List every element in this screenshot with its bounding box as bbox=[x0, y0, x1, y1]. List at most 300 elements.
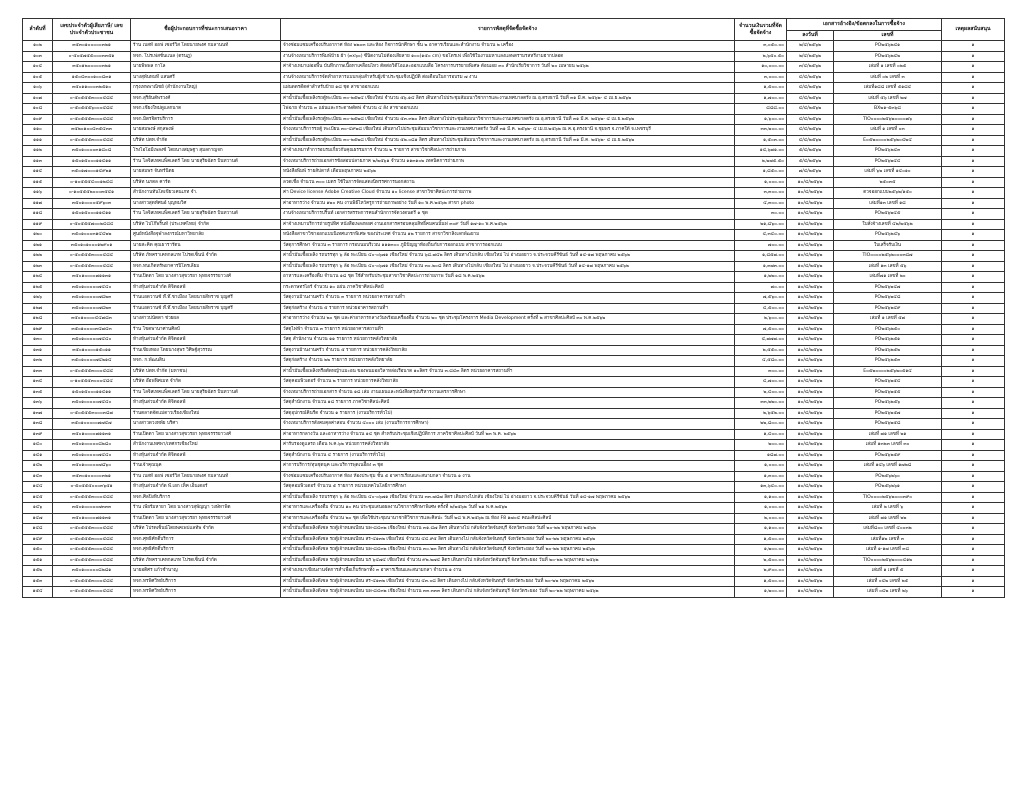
doc-number: PO๒๕๖๒๔๙ bbox=[834, 303, 942, 314]
table-row bbox=[23, 408, 1005, 419]
row-number: ๑๒๙ bbox=[23, 324, 53, 335]
doc-number: PO๒๕๖๒๕๘ bbox=[834, 419, 942, 430]
table-row bbox=[23, 440, 1005, 451]
doc-number: เล่มที่ ๐๔๒ เลขที่ ๒๖ bbox=[834, 587, 942, 598]
tax-id: ๓๕๓๐๑๐๐๐๐๐๓๒๑ bbox=[53, 471, 131, 482]
doc-date: ๑๐/๔/๒๕๖๒ bbox=[787, 240, 834, 251]
vendor-name: หจก.ทรพิศวิทย์บริการ bbox=[131, 587, 281, 598]
table-row bbox=[23, 345, 1005, 356]
reason-code: ๑ bbox=[942, 167, 1005, 178]
doc-date: ๑๐/๔/๒๕๖๒ bbox=[787, 272, 834, 283]
item-description: งานจ้างเหมาบริการพิมพ์ป้าย ผ้า (๓x๖๐) ซีนิดงานไม่ต้องเสียลาย ๑๐๐(๑๕๐ cm) ขอโตรเฟ เพื่อใช้ในงานมหาแลงแลพตรฯมรสหรีงามฮากปลอด bbox=[281, 51, 735, 62]
tax-id: ๐-๕๐๕๕๕๖๐๐๐๔๘๔ bbox=[53, 104, 131, 115]
reason-code: ๑ bbox=[942, 429, 1005, 440]
item-description: ค่าอาหารว่าง จำนวน ๑๒๐ คน งานพิธีไหว้ครูการถ่ายภาพอย่าง วันที่ ๑๐ พ.ค.๒๕๖๒ สาขา photo bbox=[281, 198, 735, 209]
item-description: ค่าอาหารว่าง จำนวน ๒๐ ชุด และค่าอาหารกลางวันพร้อมเครื่องดื่ม จำนวน ๒๐ ชุด ประชุมโครงการ Media Development ครั้งที่ ๒ สาขาศิลปะศิลป์ ๓๐ พ.ค.๒๕๖๒ bbox=[281, 314, 735, 325]
doc-number: PO๒๕๖๒๔๖ bbox=[834, 230, 942, 241]
amount: ๑,๘๕๐.๐๐ bbox=[735, 167, 787, 178]
doc-number: ตวจออกแบบ๒๕๖๒/๑๕๐ bbox=[834, 188, 942, 199]
reason-code: ๑ bbox=[942, 230, 1005, 241]
doc-number: เล่มที่ ๕๖ เลขที่ ๒๗ bbox=[834, 93, 942, 104]
doc-number: เล่มที่ ๑๓๒๓ เลขที่ ๓๐ bbox=[834, 440, 942, 451]
doc-number: ใบสั่งจ้างเลขที่ ๔๒/๒๕๖๒ bbox=[834, 219, 942, 230]
row-number: ๑๔๘ bbox=[23, 524, 53, 535]
table-row bbox=[23, 461, 1005, 472]
reason-code: ๑ bbox=[942, 345, 1005, 356]
reason-code: ๑ bbox=[942, 513, 1005, 524]
amount: ๑,๘๕๗.๐๐ bbox=[735, 251, 787, 262]
tax-id: ๓๕๐๑๐๐๐๐๕๙๖๐๓ bbox=[53, 198, 131, 209]
tax-id: ๓๕๐๑๐๐๐๐๓๔๗๔๓ bbox=[53, 324, 131, 335]
row-number: ๑๓๘ bbox=[23, 419, 53, 430]
vendor-name: ห้างหุ้นส่วนจำกัด ดิจิตอลฟ์ bbox=[131, 398, 281, 409]
tax-id: ๓๕๐๑๐๐๐๐๐๗๘๒๓ bbox=[53, 293, 131, 304]
item-description: งานจ้างเหมาบริการปริ้นท์ เอกสารสรรพการคนสำนักการจัดวงดนตรี ๑ ชุด bbox=[281, 209, 735, 220]
vendor-name: นายสมพงษ์ สกุลพงษ์ bbox=[131, 125, 281, 136]
doc-date: ๔/๔/๒๕๖๒ bbox=[787, 135, 834, 146]
tax-id: ๓๕๐๑๐๑๐๐๐๑๒๙๐๑ bbox=[53, 240, 131, 251]
amount: ๑,๒๐๐.๐๐ bbox=[735, 545, 787, 556]
doc-number: เล่มที่ ๑๔๖ เลขที่ ๑๗๒๘ bbox=[834, 461, 942, 472]
table-row bbox=[23, 450, 1005, 461]
table-row bbox=[23, 524, 1005, 535]
doc-date: ๑๐/๔/๒๕๖๒ bbox=[787, 345, 834, 356]
vendor-name: หจก.มิตรจิตรบริการ bbox=[131, 114, 281, 125]
doc-number: PO๒๕๖๒๕๗ bbox=[834, 408, 942, 419]
vendor-name: ร้านเจ้าคุณนุค bbox=[131, 461, 281, 472]
table-row bbox=[23, 230, 1005, 241]
doc-number: PO๒๕๖๒๔๘ bbox=[834, 293, 942, 304]
table-row bbox=[23, 177, 1005, 188]
table-row bbox=[23, 324, 1005, 335]
header-amount: จำนวนเงินรวมที่จัดซื้อจัดจ้าง bbox=[735, 19, 787, 41]
doc-date: ๑๐/๔/๒๕๖๒ bbox=[787, 492, 834, 503]
tax-id: ๐-๑๐๕๕๕๓๐๐๐๔๘๔ bbox=[53, 377, 131, 388]
amount: ๑,๑๐๐.๐๐ bbox=[735, 524, 787, 535]
doc-number: E๐๕๒๐๐๐๐๒๕๖๒๐๕๑๔ bbox=[834, 366, 942, 377]
doc-number: เล่มที่๑๓ เลขที่ ๑๘ bbox=[834, 198, 942, 209]
tax-id: ๐-๕๐๕๕๕๓๐๐๐๔๘๔ bbox=[53, 587, 131, 598]
reason-code: ๑ bbox=[942, 503, 1005, 514]
tax-id: ๓๕๐๑๐๐๐๐๐๗๔๔๐ bbox=[53, 282, 131, 293]
table-row bbox=[23, 429, 1005, 440]
doc-date: ๑๐/๔/๒๕๖๒ bbox=[787, 534, 834, 545]
doc-date: ๑๐/๔/๒๕๖๒ bbox=[787, 503, 834, 514]
vendor-name: ร้าน เบสท์ ออฟ เซอร์วิส โดยนายพงศ กมลานนท์ bbox=[131, 471, 281, 482]
tax-id: ๓๕๐๑๗๐๐๐๑๔๙๒๑ bbox=[53, 167, 131, 178]
table-row bbox=[23, 93, 1005, 104]
reason-code: ๑ bbox=[942, 198, 1005, 209]
item-description: ค่าน้ำมันเชื้อเพลิงรถตู้ทะเบียน ๓๐-๒๕๒๘ เชียงใหม่ จำนวน ๕๒.๐๘๑ ลิตร เดินทางไปประชุมสัมมนาวิชาการและงานเทศบาลตรัง ณ อุ.ตรงธานี วันที่ ๓๑ มี.ค. ๒๕๖๒- ๔ เม.ย.๒๕๖๒ bbox=[281, 135, 735, 146]
doc-number: E๐๕๒๐๐๐๐๒๕๖๒๐๔๒๔ bbox=[834, 135, 942, 146]
reason-code: ๑ bbox=[942, 419, 1005, 430]
amount: ๑,๕๐๐.๐๐ bbox=[735, 534, 787, 545]
row-number: ๑๐๔ bbox=[23, 62, 53, 73]
amount: ๒,๖๕๐.๕๐ bbox=[735, 51, 787, 62]
amount: ๑๐,๐๐๐.๐๐ bbox=[735, 62, 787, 73]
reason-code: ๑ bbox=[942, 93, 1005, 104]
vendor-name: ร้านตลาดจัดแม่ดาวเรียงเชียงใหม่ bbox=[131, 408, 281, 419]
tax-id: ๓๕๐๑๐๐๐๐๐๗๗๔๗ bbox=[53, 419, 131, 430]
doc-number: เล่มที่ ๒ เลขที่ ๖ bbox=[834, 503, 942, 514]
doc-date: ๑๐/๔/๒๕๖๒ bbox=[787, 429, 834, 440]
header-vendor: ชื่อผู้ประกอบการที่ชนะการเสนอราคา bbox=[131, 19, 281, 41]
vendor-name: นางสุพันหมที แสนศรี bbox=[131, 72, 281, 83]
doc-number: PO๒๕๖๒๔๓ bbox=[834, 146, 942, 157]
doc-date: ๑๐/๔/๒๕๖๒ bbox=[787, 398, 834, 409]
amount: ๑๘๗.๐๐ bbox=[735, 450, 787, 461]
amount: ๒,๐๐๐.๐๐ bbox=[735, 513, 787, 524]
tax-id: ๓๕๐๑๐๐๐๐๐๗๔๔๐ bbox=[53, 450, 131, 461]
table-row bbox=[23, 356, 1005, 367]
table-row bbox=[23, 555, 1005, 566]
vendor-name: นายพิพพล กาโล bbox=[131, 62, 281, 73]
doc-number: TIO๐๐๐๐๒๕๖๒๐๐๐๓๘๗ bbox=[834, 251, 942, 262]
amount: ๔,๕๘๐.๐๐ bbox=[735, 356, 787, 367]
doc-number: เล่มที่ ๑ เลขที่ ๐๓ bbox=[834, 125, 942, 136]
item-description: ค่าน้ำมันเชื้อเพลิงรถตู้ทะเบียน ๓๐-๒๕๒๘ เชียงใหม่ จำนวน ๕๓.๓๒๐ ลิตร เดินทางไปประชุมสัมมนาวิชาการและงานเทศบาลตรัง ณ อุ.ตรงธานี วันที่ ๓๑ มี.ค. ๒๕๖๒- ๔ เม.ย.๒๕๖๒ bbox=[281, 114, 735, 125]
doc-number: เล่มที่ ๐๒ เลขที่ ๓ bbox=[834, 72, 942, 83]
doc-date: ๑๐/๔/๒๕๖๒ bbox=[787, 366, 834, 377]
item-description: วัสดุก่อสร้าง จำนวน ๒๒ รายการ หน่วยการคลังวิทยาลัย bbox=[281, 356, 735, 367]
reason-code: ๑ bbox=[942, 219, 1005, 230]
doc-date: ๑๐/๔/๒๕๖๒ bbox=[787, 440, 834, 451]
vendor-name: นายสมพร จันทร์นิตย bbox=[131, 167, 281, 178]
item-description: ค่าน้ำมันเชื้อเพลิง รถบรรทุก ๖ ล้อ ทะเบียน ๔๐-๐๖๗๑ เชียงใหม่ จำนวน ๓๐.๒๐๘ ลิตร เดินทางไปกลับ เชียงใหม่ ไป อ่างมอยาว จ.ประจวบคีรีขันธ์ วันที่ ๑๔-๑๗ พฤษภาคม ๒๕๖๒ bbox=[281, 261, 735, 272]
table-row bbox=[23, 492, 1005, 503]
row-number: ๑๒๗ bbox=[23, 303, 53, 314]
doc-number: PO๒๕๖๒๖๐ bbox=[834, 471, 942, 482]
doc-date: ๔/๔/๒๕๖๒ bbox=[787, 104, 834, 115]
doc-date: ๑๐/๔/๒๕๖๒ bbox=[787, 314, 834, 325]
doc-number: PO๒๕๖๒๔๗ bbox=[834, 282, 942, 293]
table-row bbox=[23, 293, 1005, 304]
item-description: ค่าจ้างเหมาเขียนงานจัดการสำเพื่อเก็บรักษาทั้ง ๓ อาคารเรียนและสนามกลา จำนวน ๑ งาน bbox=[281, 566, 735, 577]
vendor-name: สำนักงานเทศพา/เทศกรเชียงใหม่ bbox=[131, 440, 281, 451]
reason-code: ๑ bbox=[942, 576, 1005, 587]
row-number: ๑๔๓ bbox=[23, 471, 53, 482]
tax-id: ๓๕๒๐๑๐๐๔๓๕๔๓๓ bbox=[53, 125, 131, 136]
vendor-name: ห้างหุ้นส่วนจำกัด ดิจิตอลฟ์ bbox=[131, 282, 281, 293]
vendor-name: ร้านเปิดตา โดย นางสาวสุขวรยา พุทธจรรรยาวงศ์ bbox=[131, 272, 281, 283]
doc-date: ๗/๔/๒๕๖๒ bbox=[787, 167, 834, 178]
doc-date: ๑๐/๔/๒๕๖๒ bbox=[787, 230, 834, 241]
doc-number: เล่มที่ ๑ เลขที่ ๕ bbox=[834, 566, 942, 577]
item-description: ค่า Device license Adobe Creative Cloud จำนวน ๑๐ license สาขาวิชาศิลปะการถ่ายภาพ bbox=[281, 188, 735, 199]
header-item: รายการพัสดุที่จัดซื้อจัดจ้าง bbox=[281, 19, 735, 41]
row-number: ๑๑๖ bbox=[23, 188, 53, 199]
reason-code: ๑ bbox=[942, 62, 1005, 73]
row-number: ๑๓๔ bbox=[23, 377, 53, 388]
vendor-name: หจก.ศิลปิงทิบริการ bbox=[131, 492, 281, 503]
vendor-name: หจก. โปรเฟสชั่นแนล (ตรนฎ) bbox=[131, 51, 281, 62]
reason-code: ๑ bbox=[942, 261, 1005, 272]
reason-code: ๑ bbox=[942, 335, 1005, 346]
doc-number: PO๒๕๖๒๕๒ bbox=[834, 345, 942, 356]
table-row bbox=[23, 209, 1005, 220]
vendor-name: หจก.สุริยันต์พรวงศ์ bbox=[131, 93, 281, 104]
row-number: ๑๓๕ bbox=[23, 387, 53, 398]
row-number: ๑๑๕ bbox=[23, 177, 53, 188]
reason-code: ๑ bbox=[942, 104, 1005, 115]
reason-code: ๑ bbox=[942, 156, 1005, 167]
row-number: ๑๒๓ bbox=[23, 261, 53, 272]
item-description: วัสดุคอมพิวเตอร์ จำนวน ๕ รายการ หน่วยเทคโนโลยีการศึกษา bbox=[281, 482, 735, 493]
doc-number: เล่มที่ ๖๒ เลขที่ ๑๔๐๑๐ bbox=[834, 167, 942, 178]
vendor-name: บริษัท ไปโก๊พริ้นท์ (ประเทศไทย) จำกัด bbox=[131, 219, 281, 230]
reason-code: ๑ bbox=[942, 240, 1005, 251]
vendor-name: บริษัท นภดล คาร์ด bbox=[131, 177, 281, 188]
item-description: วัสดุการศึกษา จำนวน ๓ รายการ กรอบนมบริเวณ ๑๑๑๓๐๐ ภูมิปัญญาท้องถิ่นกับการออกแบบ สาขาการออกแบบ bbox=[281, 240, 735, 251]
vendor-name: ร้าน โลจิสเทคแพ็คเลตร์ โดย นายสุริยฉัตร บินทวานต์ bbox=[131, 156, 281, 167]
tax-id: ๐-๕๐๕๕๕๓๐๐๐๔๘๔ bbox=[53, 524, 131, 535]
reason-code: ๑ bbox=[942, 125, 1005, 136]
item-description: ค่าอาหารและเครื่องดื่ม จำนวน ๒๐ ชุด เพื่อใช้ประชุมนานาชาติวิชาการและศิลปะ วันที่ ๒๘ พ.ค.๒๕๖๒ ณ ห้อง F8 ๑๗๐๔ คณะศิลปะศิลป์ bbox=[281, 513, 735, 524]
tax-id: ๓๕๐๑๐๐๐๐๗๑๑๓๑ bbox=[53, 429, 131, 440]
doc-date: ๑๐/๔/๒๕๖๒ bbox=[787, 566, 834, 577]
doc-date: ๑๐/๔/๒๕๖๒ bbox=[787, 335, 834, 346]
table-row bbox=[23, 314, 1005, 325]
row-number: ๑๔๑ bbox=[23, 450, 53, 461]
table-row bbox=[23, 146, 1005, 157]
tax-id: ๓๕๐๑๐๐๐๐๐๗๔๔๐ bbox=[53, 335, 131, 346]
table-row bbox=[23, 104, 1005, 115]
table-row bbox=[23, 503, 1005, 514]
vendor-name: ร้านเขียงทอง โดยนางสุพร วิศิษฐ์สุวรรณ bbox=[131, 345, 281, 356]
doc-number: PO๒๕๖๒๕๓ bbox=[834, 356, 942, 367]
table-row bbox=[23, 387, 1005, 398]
tax-id: ๐-๕๐๕๗๕๕๐๐๐๓๓๕๑ bbox=[53, 51, 131, 62]
doc-date: ๑๐/๔/๒๕๖๒ bbox=[787, 545, 834, 556]
vendor-name: หจก.ทนเกิดทรัพยาคารปิโตรเลียม bbox=[131, 261, 281, 272]
amount: ๗,๕๖๐.๐๐ bbox=[735, 293, 787, 304]
doc-number: PO๒๕๖๒๖๑ bbox=[834, 482, 942, 493]
doc-date: ๕/๔/๒๕๖๒ bbox=[787, 146, 834, 157]
procurement-report bbox=[22, 18, 1004, 598]
item-description: ค่าน้ำมันเชื้อเพลิงดีเซล รถตู้เจ้าหมดเบียน นพ-๘๔๓๒ เชียงใหม่ จำนวน ๓๐.๒๓ ลิตร เดินทางไป กลับจังหวัดจันทบุรี จังหวัดระยอง วันที่ ๒๐-๒๒ พฤษภาคม ๒๕๖๒ bbox=[281, 545, 735, 556]
amount: ๔,๕๐๐.๐๐ bbox=[735, 303, 787, 314]
row-number: ๑๐๙ bbox=[23, 114, 53, 125]
item-description: ค่าน้ำมันเชื้อเพลิงดีเซล รถตู้เจ้าหมดเบียน สร-๔๑๓๒ เชียงใหม่ จำนวน ๔๔.๙๕ ลิตร เดินทางไป กลับจังหวัดจันทบุรี จังหวัดระยอง วันที่ ๒๐-๒๒ พฤษภาคม ๒๕๖๒ bbox=[281, 534, 735, 545]
tax-id: ๐-๕๐๕๕๕๓๐๐๐๓๘๗ bbox=[53, 408, 131, 419]
doc-number: เล่มที่ ๑ เลขที่ ๐๒๕ bbox=[834, 62, 942, 73]
row-number: ๑๓๖ bbox=[23, 398, 53, 409]
vendor-name: บริษัท ปตท.จำกัด bbox=[131, 135, 281, 146]
reason-code: ๑ bbox=[942, 450, 1005, 461]
item-description: กระดาษทรไอร์ จำนวน ๑๐ แผ่น ภาควิชาศิลปะศิลป์ bbox=[281, 282, 735, 293]
reason-code: ๑ bbox=[942, 188, 1005, 199]
reason-code: ๑ bbox=[942, 461, 1005, 472]
row-number: ๑๓๑ bbox=[23, 345, 53, 356]
row-number: ๑๔๒ bbox=[23, 461, 53, 472]
row-number: ๑๓๗ bbox=[23, 408, 53, 419]
doc-number: เล่มที่๑๒ เลขที่ ๓ bbox=[834, 534, 942, 545]
row-number: ๑๔๔ bbox=[23, 482, 53, 493]
amount: ๑๔,๖๗๑.๐๐ bbox=[735, 146, 787, 157]
reason-code: ๑ bbox=[942, 135, 1005, 146]
tax-id: ๐-๕๐๕๕๕๓๐๐๐๔๘๔ bbox=[53, 366, 131, 377]
item-description: ค่าน้ำมันเชื้อเพลิงดีเซล รถตู้เจ้าหมดเบียน นร ๖๔๗๔ เชียงใหม่ จำนวน ๙๒.๒๗๔ ลิตร เดินทางไป กลับจังหวัดจันทบุรี จังหวัดระยอง วันที่ ๒๐-๒๒ พฤษภาคม ๒๕๖๒ bbox=[281, 555, 735, 566]
amount: ๒,๖๕๒.๐๐ bbox=[735, 408, 787, 419]
amount: ๒๒,๘๐๐.๐๐ bbox=[735, 419, 787, 430]
amount: ๑,๑๐๐.๐๐ bbox=[735, 492, 787, 503]
doc-date: ๑๐/๔/๒๕๖๒ bbox=[787, 209, 834, 220]
reason-code: ๑ bbox=[942, 51, 1005, 62]
item-description: จ้างเหมาบริการรถตู้ ทะเบียน ๓๐-๔๙๒๘ เชียงใหม่ เดินทางไปประชุมสัมมนาวิชาการและงานเทศบาลตรัง วันที่ ๓๑ มี.ค. ๒๕๖๒- ๔ เม.ย.๒๕๖๒ ณ ค.อุ.ตรงธานี จ.ชุมพร จ.ภาคใต้ จ.เพชรบุรี bbox=[281, 125, 735, 136]
item-description: ค่าน้ำมันเชื้อเพลิงดีเซล รถตู้เจ้าหมดเบียน สร-๔๑๓๒ เชียงใหม่ จำนวน ๔๓.๐๘ ลิตร เดินทางไป กลับจังหวัดจันทบุรี จังหวัดระยอง วันที่ ๒๐-๒๒ พฤษภาคม ๒๕๖๒ bbox=[281, 576, 735, 587]
item-description: ค่าน้ำมันเชื้อเพลิงดีเซล รถตู้เจ้าหมดเบียน นพ-๘๔๓๒ เชียงใหม่ จำนวน ๓๓.๓๓๓ ลิตร เดินทางไป กลับจังหวัดจันทบุรี จังหวัดระยอง วันที่ ๒๐-๒๒ พฤษภาคม ๒๕๖๒ bbox=[281, 587, 735, 598]
row-number: ๑๒๔ bbox=[23, 272, 53, 283]
row-number: ๑๑๙ bbox=[23, 219, 53, 230]
doc-date: ๑๐/๔/๒๕๖๒ bbox=[787, 219, 834, 230]
table-row bbox=[23, 513, 1005, 524]
table-row bbox=[23, 240, 1005, 251]
reason-code: ๑ bbox=[942, 41, 1005, 52]
amount: ๓๐.๐๐ bbox=[735, 209, 787, 220]
doc-date: ๑๐/๔/๒๕๖๒ bbox=[787, 198, 834, 209]
doc-date: ๔/๔/๒๕๖๒ bbox=[787, 125, 834, 136]
doc-date: ๑๐/๔/๒๕๖๒ bbox=[787, 524, 834, 535]
item-description: หนังสือสาขาวิชาออกแบบนิเทศแกรกพิเศษ ของประเทศ จำนวน ๑๒ รายการ สาขาวิชาสิงเลกพัฒยาม bbox=[281, 230, 735, 241]
reason-code: ๑ bbox=[942, 366, 1005, 377]
vendor-name: นางสาวดวงทพัย บริศา bbox=[131, 419, 281, 430]
amount: ๔,๓๔๐.๐๐ bbox=[735, 230, 787, 241]
doc-number: TIO๐๐๐๐๒๕๖๒๐๐๐๔๑๒ bbox=[834, 555, 942, 566]
reason-code: ๑ bbox=[942, 566, 1005, 577]
item-description: ลวดเชื่อ จำนวน ๓๐๐ เมตร ใช้ในการจัดแสดงนิทรรศการนอกสถาน bbox=[281, 177, 735, 188]
row-number: ๑๐๕ bbox=[23, 72, 53, 83]
item-description: ค่าจ้างเหมาทำการอบรมเกี่ยวกับคุณธรรมการ จำนวน ๒ รายการ สาขาวิชาศิลปะการถ่ายภาพ bbox=[281, 146, 735, 157]
row-number: ๑๒๐ bbox=[23, 230, 53, 241]
vendor-name: หจก.ศุทธิศักดิ์บริการ bbox=[131, 545, 281, 556]
amount: ๓,๐๕๐.๐๐ bbox=[735, 41, 787, 52]
doc-date: ๑๐/๔/๒๕๖๒ bbox=[787, 356, 834, 367]
doc-date: ๑๐/๔/๒๕๖๒ bbox=[787, 188, 834, 199]
procurement-table bbox=[22, 18, 1005, 598]
tax-id: ๓๕๐๑๐๐๐๐๗๔๒๑๔ bbox=[53, 356, 131, 367]
header-reason: เหตุผลสนับสนุน bbox=[942, 19, 1005, 41]
row-number: ๑๐๖ bbox=[23, 83, 53, 94]
amount: ๒,๒๗๕.๕๐ bbox=[735, 156, 787, 167]
item-description: ค่าการบริการ/ทุนชุดนุค และบริการพุดเนอื้อง ๓ ชุด bbox=[281, 461, 735, 472]
tax-id: ๐-๕๐๕๕๕๗๐๐๒๔๘๔ bbox=[53, 219, 131, 230]
reason-code: ๑ bbox=[942, 524, 1005, 535]
table-row bbox=[23, 156, 1005, 167]
row-number: ๑๑๑ bbox=[23, 135, 53, 146]
doc-number: เล่มที่ ๗๑ เลขที่ ๒๑ bbox=[834, 429, 942, 440]
doc-date: ๑๐/๔/๒๕๖๒ bbox=[787, 576, 834, 587]
vendor-name: หจก.เชียงใหม่ดูแลกนาด bbox=[131, 104, 281, 115]
doc-date: ๔/๔/๒๕๖๒ bbox=[787, 72, 834, 83]
doc-number: PO๒๕๖๒๕๙ bbox=[834, 450, 942, 461]
reason-code: ๑ bbox=[942, 72, 1005, 83]
tax-id: ๓๕๓๐๑๐๐๐๐๐๓๒๑ bbox=[53, 41, 131, 52]
table-row bbox=[23, 545, 1005, 556]
tax-id: ๐-๕๐๕๕๕๓๐๐๐๔๘๔ bbox=[53, 114, 131, 125]
item-description: วัสดุ สำนักงาน จำนวน ๑๑ รายการ หน่วยการคลังวิทยาลัย bbox=[281, 335, 735, 346]
item-description: ค่าอาหารและเครื่องดื่ม จำนวน ๑๐ คน ประชุมเสนอผลงานวิชาการศึกษาพิเศษ ครั้งที่ ๒/๒๕๖๒ วันที่ ๒๑ พ.ค.๒๕๖๒ bbox=[281, 503, 735, 514]
doc-number: ๒๕๐๓๕ bbox=[834, 177, 942, 188]
amount: ๑,๐๐๐.๐๐ bbox=[735, 461, 787, 472]
vendor-name: หจก.ทรพิศวิทย์บริการ bbox=[131, 576, 281, 587]
row-number: ๑๕๒ bbox=[23, 566, 53, 577]
row-number: ๑๒๘ bbox=[23, 314, 53, 325]
vendor-name: กรุงเทพพาณิชย์ (สำนักงานใหญ่) bbox=[131, 83, 281, 94]
tax-id: ๓๕๐๑๐๐๐๓๑๔๔๒๒ bbox=[53, 230, 131, 241]
doc-date: ๔/๔/๒๕๖๒ bbox=[787, 93, 834, 104]
table-row bbox=[23, 303, 1005, 314]
reason-code: ๑ bbox=[942, 545, 1005, 556]
amount: ๑,๒๐๐.๐๐ bbox=[735, 587, 787, 598]
row-number: ๑๐๒ bbox=[23, 41, 53, 52]
header-date: ลงวันที่ bbox=[787, 31, 834, 41]
tax-id: ๑๕๐๔๓๐๐๑๐๐๘๓๑ bbox=[53, 72, 131, 83]
reason-code: ๑ bbox=[942, 303, 1005, 314]
table-row bbox=[23, 482, 1005, 493]
vendor-name: ห้างหุ้นส่วนจำกัด พี.เอก เท็ค เอ็นเตอร์ bbox=[131, 482, 281, 493]
vendor-name: นายอดิศร แก้วชำนาญ bbox=[131, 566, 281, 577]
doc-number: เล่มที่๗๑ เลขที่ ๒๐ bbox=[834, 272, 942, 283]
row-number: ๑๔๕ bbox=[23, 492, 53, 503]
table-row bbox=[23, 125, 1005, 136]
doc-date: ๑๐/๔/๒๕๖๒ bbox=[787, 461, 834, 472]
tax-id: ๐-๕๐๕๕๕๓๐๐๐๔๘๔ bbox=[53, 135, 131, 146]
item-description: อาหารและเครื่องดื่ม จำนวน ๑๘ ชุด ใช้สำหรับประชุมสาขาวิชาศิลปะการถ่ายภาพ วันที่ ๑๘ พ.ค.๒๕๖๒ bbox=[281, 272, 735, 283]
item-description: วัสดุอุปกรณ์คินรีด จำนวน ๑ รายการ (งานบริการทั่วไป) bbox=[281, 408, 735, 419]
row-number: ๑๔๙ bbox=[23, 534, 53, 545]
amount: ๗๐.๐๐ bbox=[735, 282, 787, 293]
doc-number: PO๒๕๖๒๕๕ bbox=[834, 387, 942, 398]
amount: ๒,๔๐๐.๐๐ bbox=[735, 387, 787, 398]
table-row bbox=[23, 251, 1005, 262]
doc-number: PO๒๕๖๒๔๔ bbox=[834, 156, 942, 167]
item-description: จ้างซ่อมแซมเครื่องปรับอากาศ ห้อง ห้องประชุม ชั้น ๕ อาคารเรียนและสนามกลา จำนวน ๑ งาน bbox=[281, 471, 735, 482]
item-description: วัสดุสำนักงาน จำนวน ๑๘ รายการ ภาควิชาศิลปะศิลป์ bbox=[281, 398, 735, 409]
doc-date: ๑๐/๔/๒๕๖๒ bbox=[787, 587, 834, 598]
reason-code: ๑ bbox=[942, 440, 1005, 451]
vendor-name: ศูนย์หนังสือจุฬาลงกรณ์มหาวิทยาลัย bbox=[131, 230, 281, 241]
reason-code: ๑ bbox=[942, 114, 1005, 125]
row-number: ๑๑๘ bbox=[23, 209, 53, 220]
vendor-name: ร้าน โลจิสเทคแพ็คเลตร์ โดย นายสุริยฉัตร บินทวานต์ bbox=[131, 387, 281, 398]
tax-id: ๐-๕๐๕๕๕๓๐๐๐๔๘๔ bbox=[53, 251, 131, 262]
table-row bbox=[23, 41, 1005, 52]
reason-code: ๑ bbox=[942, 471, 1005, 482]
header-no: ลำดับที่ bbox=[23, 19, 53, 41]
amount: ๑,๕๐๐.๐๐ bbox=[735, 83, 787, 94]
row-number: ๑๑๒ bbox=[23, 146, 53, 157]
table-row bbox=[23, 419, 1005, 430]
header-doc-no: เลขที่ bbox=[834, 31, 942, 41]
tax-id: ๐-๕๐๕๕๕๓๐๐๐๔๘๔ bbox=[53, 93, 131, 104]
table-row bbox=[23, 167, 1005, 178]
item-description: วัสดุงานบ้านงานครัว จำนวน ๓ รายการ หน่วยอาคารสถานที่ฯ bbox=[281, 293, 735, 304]
reason-code: ๑ bbox=[942, 356, 1005, 367]
vendor-name: ร้านเปิดตา โดย นางสาวสุขวรยา พุทธจรรรยาวงศ์ bbox=[131, 513, 281, 524]
item-description: ค่าน้ำมันเชื้อเพลิง รถบรรทุก ๖ ล้อ ทะเบียน ๔๐-๐๖๗๑ เชียงใหม่ จำนวน ๓๓.๗๘๗ ลิตร เดินทางไปกลับ เชียงใหม่ ไป อ่างมอยาว จ.ประจวบคีรีขันธ์ วันที่ ๑๔-๑๗ พฤษภาคม ๒๕๖๒ bbox=[281, 492, 735, 503]
header-tax-id: เลขประจำตัวผู้เสียภาษี/ เลขประจำตัวประชาชน bbox=[53, 19, 131, 41]
item-description: วัสดุสำนักงาน จำนวน ๔ รายการ (งานบริการทั่วไป) bbox=[281, 450, 735, 461]
row-number: ๑๕๑ bbox=[23, 555, 53, 566]
vendor-name: ร้านแอดวานซ์ ท๊.ท๊.ชาเมือง โดยนายสีหราช บุญศรี bbox=[131, 303, 281, 314]
tax-id: ๐-๕๐๕๕๕๓๐๐๐๔๘๔ bbox=[53, 545, 131, 556]
reason-code: ๑ bbox=[942, 177, 1005, 188]
tax-id: ๓๕๐๑๐๐๐๐๐๗๘๖๐ bbox=[53, 461, 131, 472]
doc-date: ๓/๔/๒๕๖๒ bbox=[787, 62, 834, 73]
doc-date: ๑๐/๔/๒๕๖๒ bbox=[787, 482, 834, 493]
item-description: ค่าน้ำมันเชื้อเพลิงรถตู้ทะเบียน ๓๐-๒๕๒๔ เชียงใหม่ จำนวน ๕๖.๑๔ ลิตร เดินทางไปประชุมสัมมนาวิชาการและงานเทศบาลตรัง ณ อุ.ตรงธานี วันที่ ๓๑ มี.ค. ๒๕๖๒- ๔ เม.ย.๒๕๖๒ bbox=[281, 93, 735, 104]
table-row bbox=[23, 272, 1005, 283]
